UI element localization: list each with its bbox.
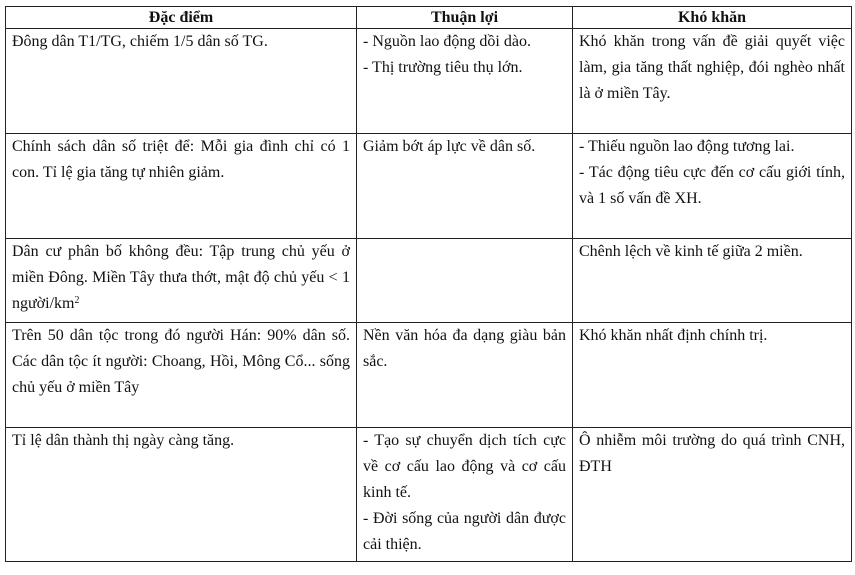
advantages-cell: - Tạo sự chuyển dịch tích cực về cơ cấu lao động và cơ cấu kinh tế. - Đời sống của người dân được cải thiện. [357, 428, 573, 562]
feature-cell: Chính sách dân số triệt để: Mỗi gia đình chỉ có 1 con. Tỉ lệ gia tăng tự nhiên giảm. [6, 134, 357, 239]
difficulties-cell: Chênh lệch về kinh tế giữa 2 miền. [573, 239, 852, 323]
advantages-cell: Giảm bớt áp lực về dân số. [357, 134, 573, 239]
difficulties-cell: Ô nhiễm môi trường do quá trình CNH, ĐTH [573, 428, 852, 562]
header-row [6, 7, 852, 29]
feature-cell: Tỉ lệ dân thành thị ngày càng tăng. [6, 428, 357, 562]
difficulties-cell: Khó khăn trong vấn đề giải quyết việc làm, gia tăng thất nghiệp, đói nghèo nhất là ở miền Tây. [573, 29, 852, 134]
header-feature: Đặc điểm [6, 7, 357, 29]
header-difficulties: Khó khăn [573, 7, 852, 29]
feature-cell: Đông dân T1/TG, chiếm 1/5 dân số TG. [6, 29, 357, 134]
table-row [6, 428, 852, 562]
difficulties-cell: - Thiếu nguồn lao động tương lai. - Tác động tiêu cực đến cơ cấu giới tính, và 1 số vấn đề XH. [573, 134, 852, 239]
advantages-cell [357, 239, 573, 323]
advantages-cell: - Nguồn lao động dồi dào. - Thị trường tiêu thụ lớn. [357, 29, 573, 134]
header-advantages: Thuận lợi [357, 7, 573, 29]
table-row [6, 239, 852, 323]
feature-cell: Dân cư phân bố không đều: Tập trung chủ yếu ở miền Đông. Miền Tây thưa thớt, mật độ chủ yếu < 1 người/$km^2$ [6, 239, 357, 323]
population-table [5, 6, 852, 562]
feature-cell: Trên 50 dân tộc trong đó người Hán: 90% dân số. Các dân tộc ít người: Choang, Hồi, Mông Cổ... sống chủ yếu ở miền Tây [6, 323, 357, 428]
table-row [6, 29, 852, 134]
table-row [6, 323, 852, 428]
difficulties-cell: Khó khăn nhất định chính trị. [573, 323, 852, 428]
table-row [6, 134, 852, 239]
advantages-cell: Nền văn hóa đa dạng giàu bản sắc. [357, 323, 573, 428]
